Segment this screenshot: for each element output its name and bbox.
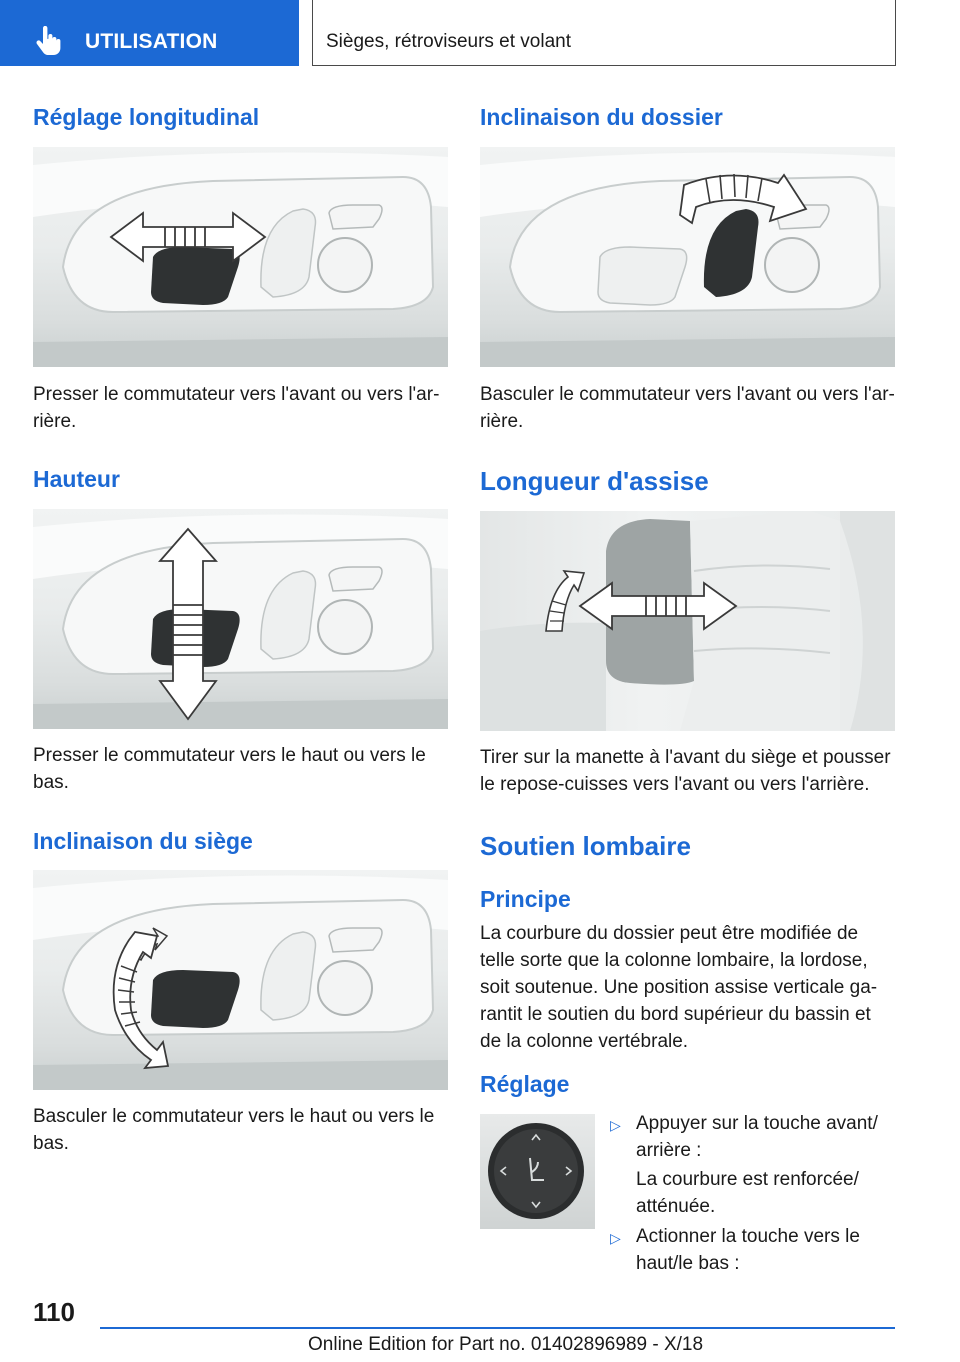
list-item-2: Actionner la touche vers le haut/le bas : xyxy=(636,1226,860,1274)
bullet-icon: ▷ xyxy=(610,1230,621,1246)
text-inclinaison-dossier: Basculer le commutateur vers l'avant ou vers l'ar‐ rière. xyxy=(480,384,895,432)
footer-edition: Online Edition for Part no. 01402896989 - X/18 xyxy=(308,1334,704,1355)
heading-principe: Principe xyxy=(480,886,571,912)
text-inclinaison-siege: Basculer le commutateur vers le haut ou vers le bas. xyxy=(33,1106,435,1154)
heading-soutien-lombaire: Soutien lombaire xyxy=(480,831,691,861)
lumbar-switch-image xyxy=(480,1114,595,1229)
heading-inclinaison-siege: Inclinaison du siège xyxy=(33,828,253,854)
list-item-1: Appuyer sur la touche avant/ arrière : xyxy=(636,1113,878,1161)
footer-rule xyxy=(100,1327,895,1329)
text-longueur-assise: Tirer sur la manette à l'avant du siège et pousser le repose-cuisses vers l'avant ou vers l'arrière. xyxy=(480,747,891,795)
hand-pointer-icon xyxy=(34,26,62,56)
text-hauteur: Presser le commutateur vers le haut ou vers le bas. xyxy=(33,745,426,793)
seat-switch-backrest-image xyxy=(480,147,895,367)
list-item-1-sub: La courbure est renforcée/ atténuée. xyxy=(636,1169,859,1217)
chapter-title: Sièges, rétroviseurs et volant xyxy=(326,31,572,52)
heading-reglage-longitudinal: Réglage longitudinal xyxy=(33,104,260,130)
seat-cushion-extension-image xyxy=(480,511,895,731)
heading-longueur-assise: Longueur d'assise xyxy=(480,466,709,496)
heading-inclinaison-dossier: Inclinaison du dossier xyxy=(480,104,723,130)
seat-switch-longitudinal-image xyxy=(33,147,448,367)
page-number: 110 xyxy=(33,1297,75,1327)
seat-switch-height-image xyxy=(33,509,448,729)
heading-hauteur: Hauteur xyxy=(33,466,120,492)
bullet-icon: ▷ xyxy=(610,1117,621,1133)
text-reglage-longitudinal: Presser le commutateur vers l'avant ou vers l'ar‐ rière. xyxy=(33,384,440,432)
text-principe: La courbure du dossier peut être modifiée de telle sorte que la colonne lombaire, la lordose, soit soutenue. Une position assise verticale ga‐ rantit le soutien du bord supérieur du bassin et de la colonne vertébrale. xyxy=(480,923,878,1052)
section-label: UTILISATION xyxy=(85,30,218,53)
heading-reglage: Réglage xyxy=(480,1071,570,1097)
seat-switch-tilt-image xyxy=(33,870,448,1090)
